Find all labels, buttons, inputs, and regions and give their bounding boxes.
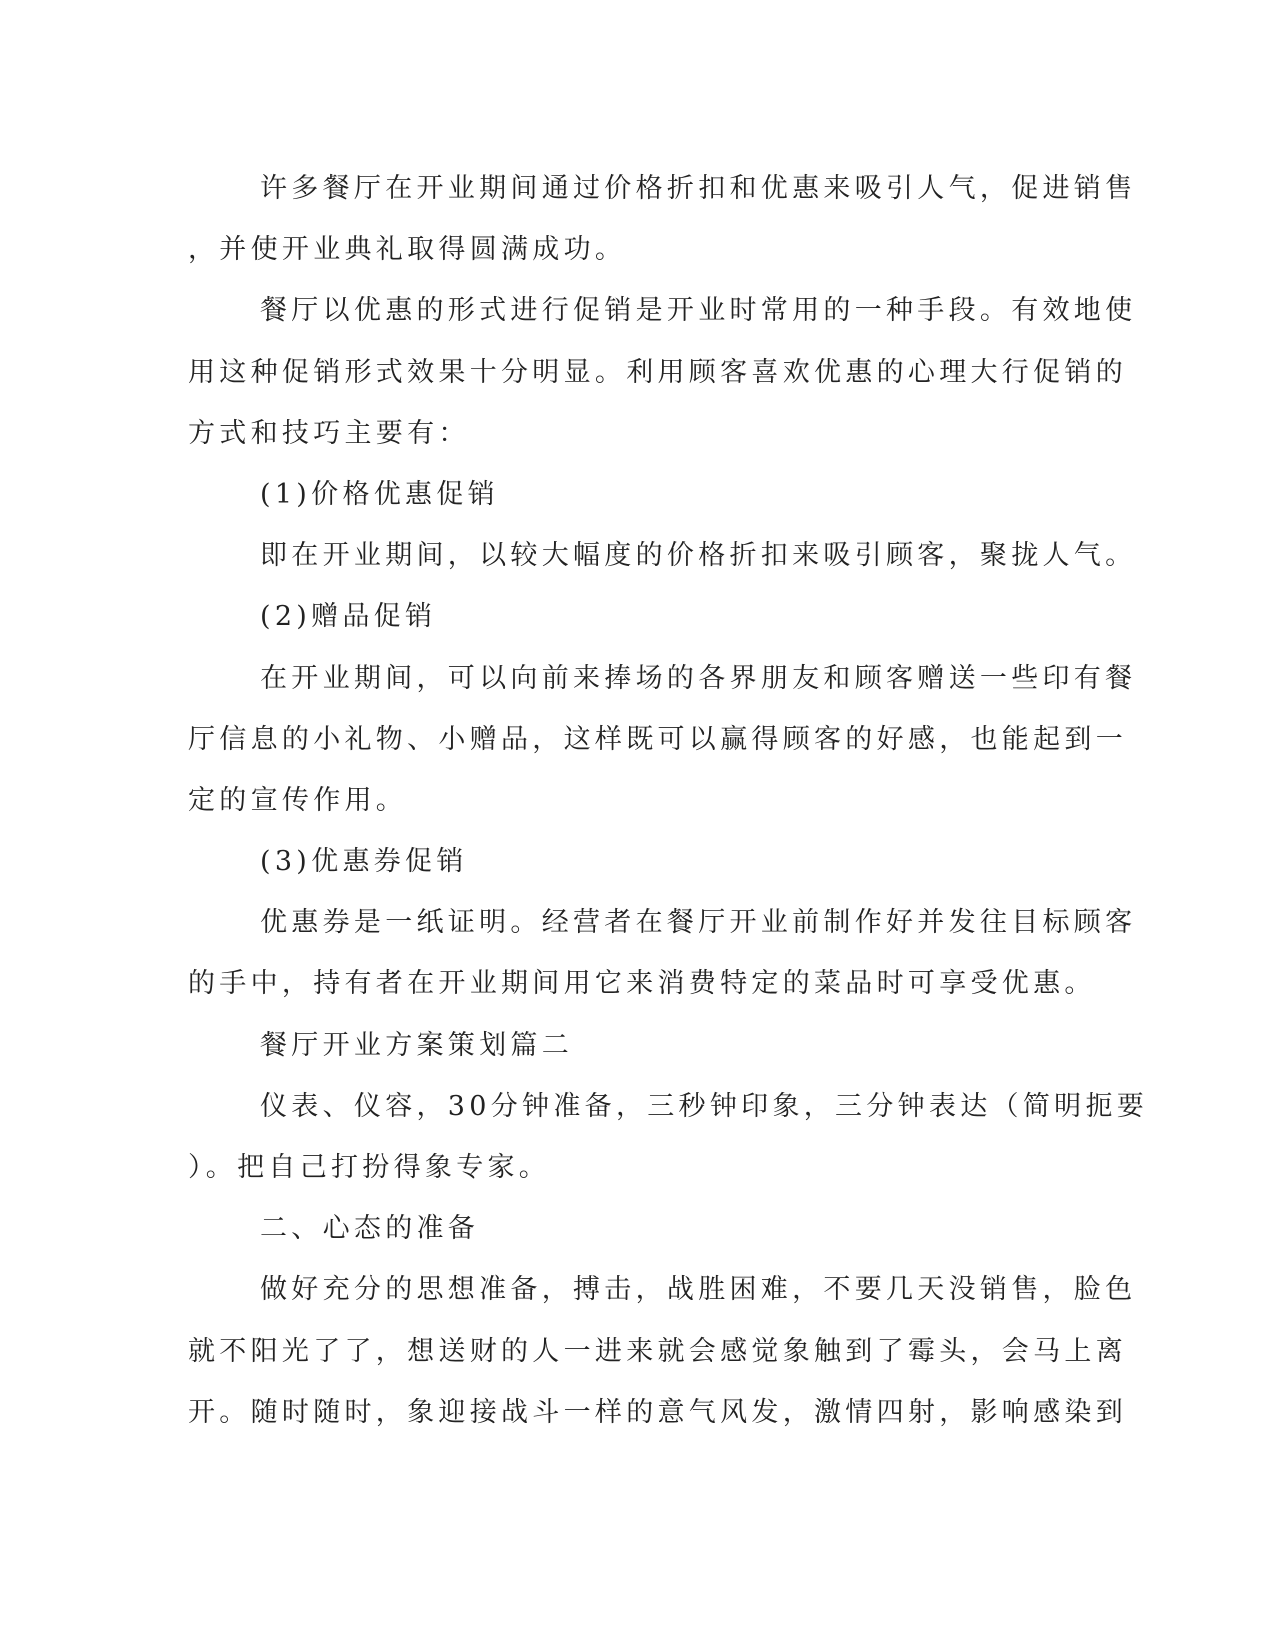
text-line: 在开业期间，可以向前来捧场的各界朋友和顾客赠送一些印有餐 bbox=[260, 662, 1137, 694]
text-line: ）。把自己打扮得象专家。 bbox=[188, 1152, 551, 1183]
text-line: 就不阳光了了，想送财的人一进来就会感觉象触到了霉头，会马上离 bbox=[188, 1335, 1127, 1367]
section-heading: (1)价格优惠促销 bbox=[260, 478, 499, 510]
text-line: 餐厅以优惠的形式进行促销是开业时常用的一种手段。有效地使 bbox=[260, 295, 1137, 327]
text-line: 做好充分的思想准备，搏击，战胜困难，不要几天没销售，脸色 bbox=[260, 1274, 1137, 1306]
document-body bbox=[188, 158, 1149, 1443]
text-line: 许多餐厅在开业期间通过价格折扣和优惠来吸引人气，促进销售 bbox=[260, 173, 1137, 204]
section-heading: (2)赠品促销 bbox=[260, 601, 437, 633]
text-line: 定的宣传作用。 bbox=[188, 784, 408, 816]
section-heading: 二、心态的准备 bbox=[260, 1213, 480, 1245]
section-heading: (3)优惠券促销 bbox=[260, 846, 468, 878]
text-line: 仪表、仪容，30分钟准备，三秒钟印象，三分钟表达（简明扼要 bbox=[260, 1090, 1149, 1122]
text-line: ，并使开业典礼取得圆满成功。 bbox=[188, 234, 627, 266]
text-line: 的手中，持有者在开业期间用它来消费特定的菜品时可享受优惠。 bbox=[188, 968, 1096, 1000]
text-line: 厅信息的小礼物、小赠品，这样既可以赢得顾客的好感，也能起到一 bbox=[188, 723, 1127, 755]
text-line: 即在开业期间，以较大幅度的价格折扣来吸引顾客，聚拢人气。 bbox=[260, 540, 1137, 572]
section-heading: 餐厅开业方案策划篇二 bbox=[260, 1029, 573, 1061]
text-line: 方式和技巧主要有： bbox=[188, 417, 470, 449]
text-line: 用这种促销形式效果十分明显。利用顾客喜欢优惠的心理大行促销的 bbox=[188, 356, 1127, 388]
text-line: 优惠券是一纸证明。经营者在餐厅开业前制作好并发往目标顾客 bbox=[260, 907, 1137, 939]
text-line: 开。随时随时，象迎接战斗一样的意气风发，激情四射，影响感染到 bbox=[188, 1396, 1127, 1428]
